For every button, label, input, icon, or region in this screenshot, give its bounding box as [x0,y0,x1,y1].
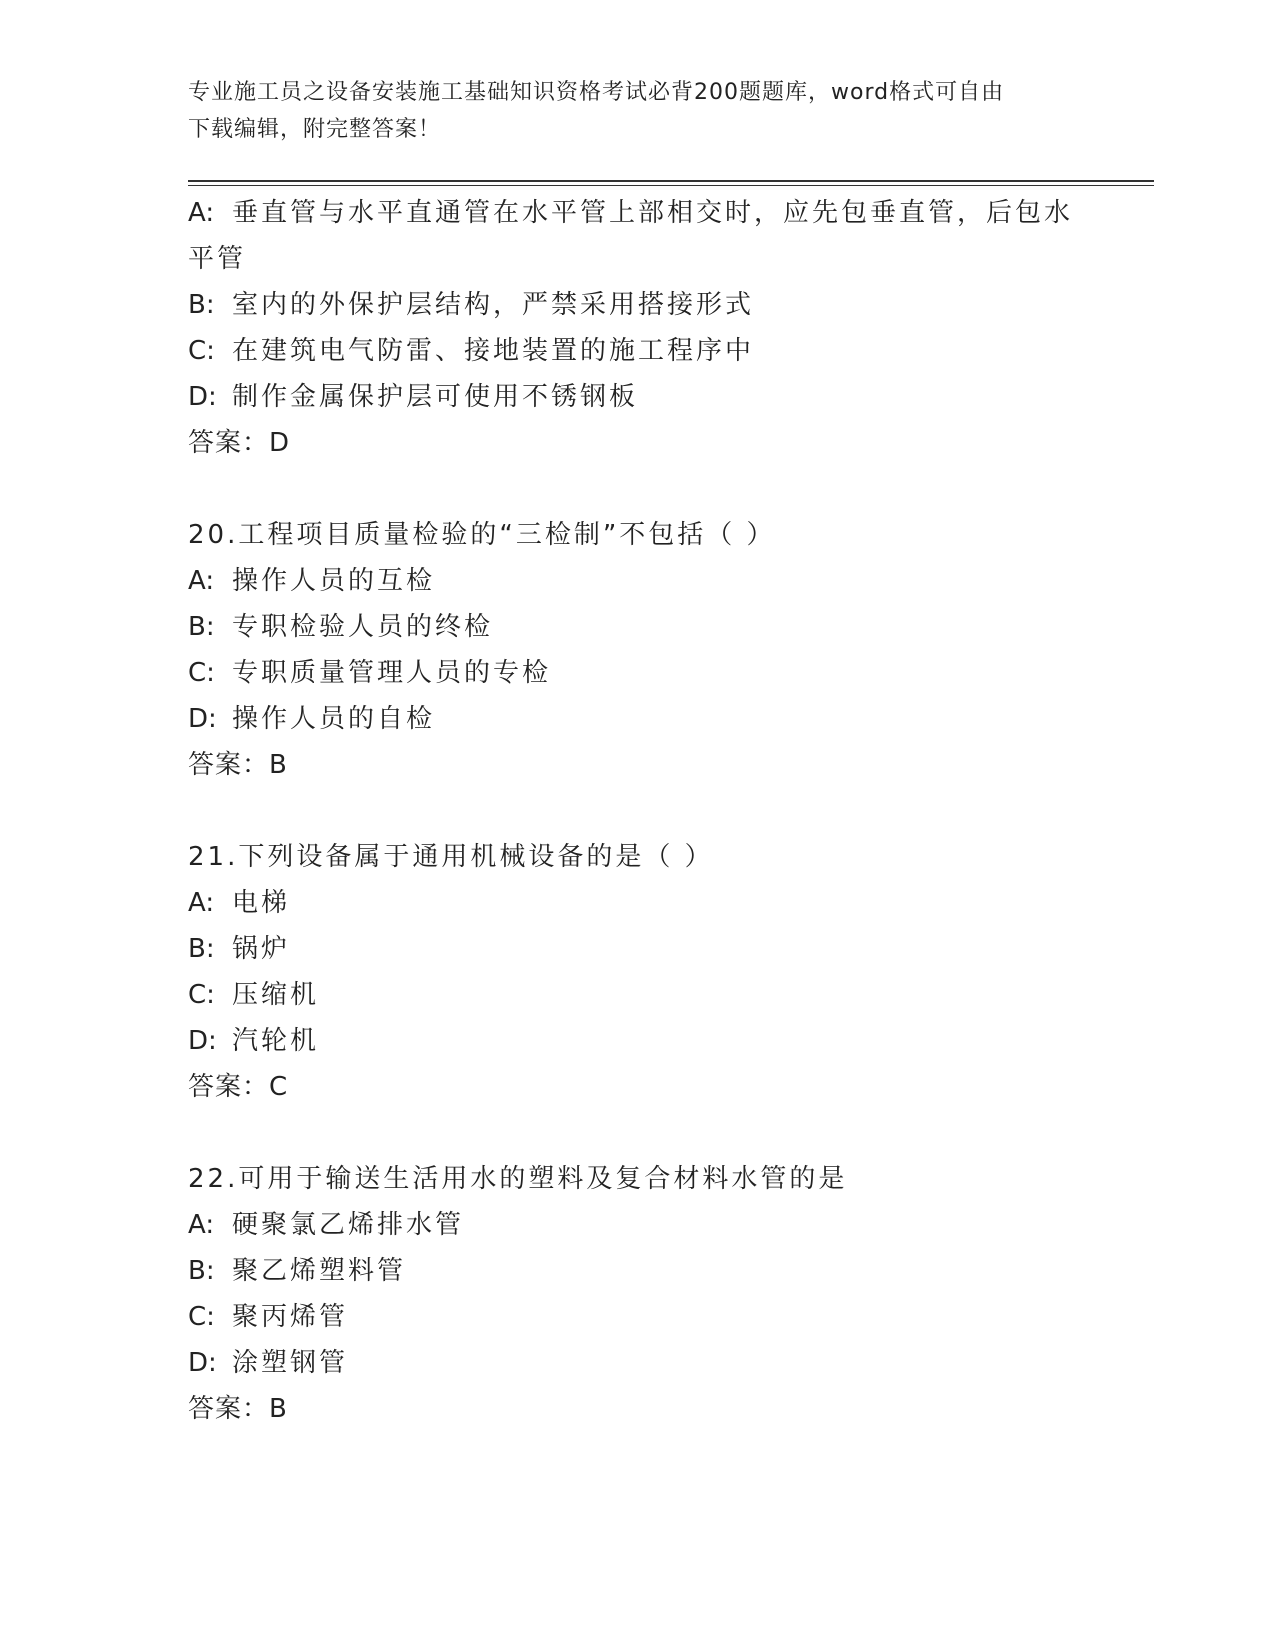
option-text: 操作人员的自检 [232,704,436,734]
option-text: 电梯 [232,888,291,918]
option-label: B: [188,1256,215,1286]
option-c [188,650,1088,696]
spacer [188,1110,1088,1156]
option-label: D: [188,382,217,412]
question-content [188,190,1088,1432]
option-label: C: [188,980,215,1010]
option-text: 锅炉 [232,934,291,964]
option-label: B: [188,934,215,964]
option-label: C: [188,336,215,366]
option-a [188,558,1088,604]
option-text: 压缩机 [232,980,320,1010]
option-text: 聚丙烯管 [232,1302,349,1332]
header-divider [188,180,1154,182]
option-label: A: [188,198,215,228]
option-a-continued: 平管 [188,244,247,274]
answer: 答案：B [188,1394,288,1424]
option-label: A: [188,888,215,918]
option-b [188,282,1088,328]
option-a [188,1202,1088,1248]
option-label: C: [188,1302,215,1332]
option-text: 聚乙烯塑料管 [232,1256,407,1286]
option-text: 垂直管与水平直通管在水平管上部相交时，应先包垂直管，后包水 [232,198,1074,228]
question-stem: 22.可用于输送生活用水的塑料及复合材料水管的是 [188,1164,848,1194]
option-text: 室内的外保护层结构，严禁采用搭接形式 [232,290,755,320]
option-label: D: [188,1348,217,1378]
question-stem: 20.工程项目质量检验的“三检制”不包括（ ） [188,520,776,550]
option-a [188,880,1088,926]
option-text: 专职检验人员的终检 [232,612,494,642]
spacer [188,788,1088,834]
option-c [188,328,1088,374]
document-header [188,74,1088,148]
header-line-1: 专业施工员之设备安装施工基础知识资格考试必背200题题库，word格式可自由 [188,80,1005,105]
answer: 答案：C [188,1072,289,1102]
option-d [188,374,1088,420]
option-text: 专职质量管理人员的专检 [232,658,552,688]
option-b [188,926,1088,972]
option-c [188,972,1088,1018]
option-text: 涂塑钢管 [232,1348,349,1378]
option-text: 在建筑电气防雷、接地装置的施工程序中 [232,336,755,366]
option-label: A: [188,1210,215,1240]
option-text: 汽轮机 [232,1026,320,1056]
question-stem: 21.下列设备属于通用机械设备的是（ ） [188,842,714,872]
option-a [188,190,1088,236]
option-b [188,1248,1088,1294]
option-text: 硬聚氯乙烯排水管 [232,1210,465,1240]
answer: 答案：D [188,428,291,458]
option-label: D: [188,704,217,734]
option-d [188,1018,1088,1064]
header-divider-thin [188,185,1154,186]
option-label: D: [188,1026,217,1056]
header-line-2: 下载编辑，附完整答案！ [188,117,442,142]
option-text: 操作人员的互检 [232,566,436,596]
option-label: B: [188,290,215,320]
option-label: C: [188,658,215,688]
option-b [188,604,1088,650]
option-d [188,1340,1088,1386]
option-text: 制作金属保护层可使用不锈钢板 [232,382,639,412]
option-label: A: [188,566,215,596]
option-c [188,1294,1088,1340]
spacer [188,466,1088,512]
option-d [188,696,1088,742]
option-label: B: [188,612,215,642]
answer: 答案：B [188,750,288,780]
